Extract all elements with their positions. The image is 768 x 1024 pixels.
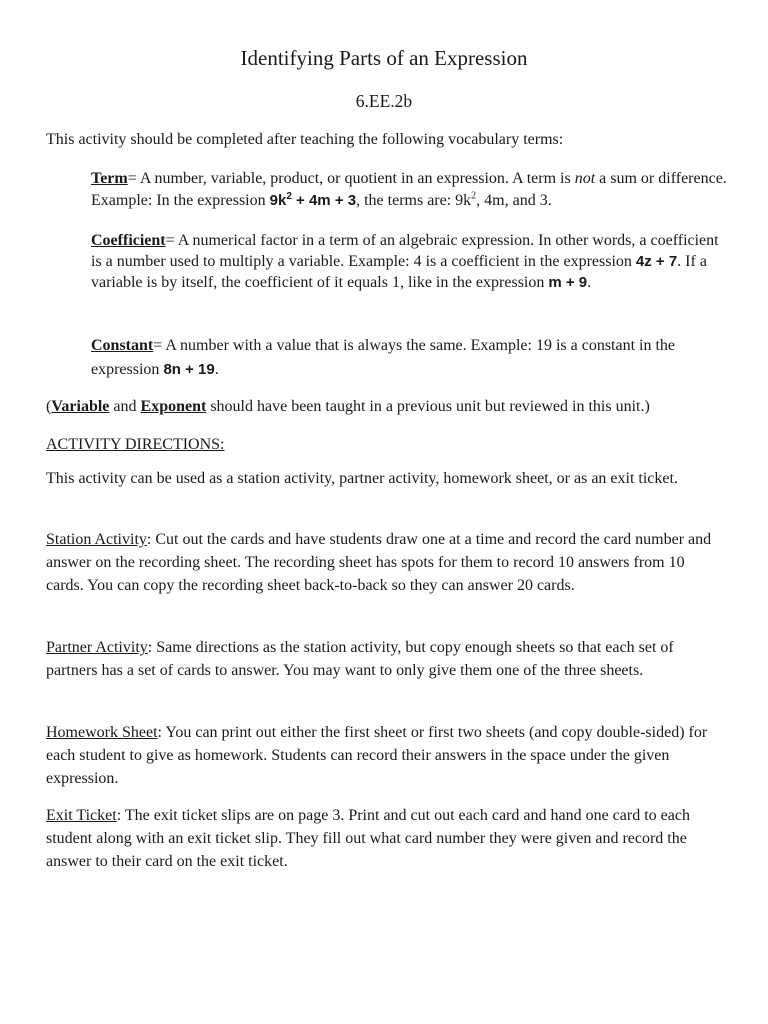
review-note	[46, 395, 726, 418]
variable-term: Variable	[51, 398, 110, 415]
constant-label: Constant	[91, 337, 154, 354]
partner-activity-label: Partner Activity	[46, 639, 148, 656]
expression-part: 9k	[269, 192, 287, 209]
definition-text: .	[587, 274, 592, 291]
expression-part: + 4m + 3	[291, 192, 357, 209]
coefficient-definition	[91, 230, 731, 293]
exit-ticket-text: : The exit ticket slips are on page 3. Print and cut out each card and hand one card to each student along with an exit ticket slip. They fill out what card number they were given and record the answer to their card on the exit ticket.	[46, 807, 690, 870]
definition-text: A number with a value that is always the same. Example: 19 is a constant in the expression	[91, 337, 676, 378]
partner-activity-paragraph	[46, 636, 726, 682]
exit-ticket-label: Exit Ticket	[46, 807, 117, 824]
directions-heading	[46, 433, 726, 456]
expression	[270, 192, 356, 209]
term-definition	[91, 168, 731, 212]
emphasis: not	[574, 170, 596, 187]
station-activity-paragraph	[46, 528, 726, 597]
separator: =	[153, 337, 166, 354]
intro-paragraph: This activity should be completed after teaching the following vocabulary terms:	[46, 131, 564, 148]
note-text: should have been taught in a previous unit but reviewed in this unit.)	[206, 398, 650, 415]
definition-text: A numerical factor in a term of an algebraic expression. In other words, a coefficient is a number used to multiply a variable. Example: 4 is a coefficient in the expression	[91, 232, 719, 270]
paren: (	[46, 398, 52, 415]
exponent: 2	[471, 190, 477, 202]
definition-text: a sum or difference. Example: In the expression	[91, 170, 727, 209]
homework-sheet-label: Homework Sheet	[46, 724, 158, 741]
homework-sheet-paragraph	[46, 721, 726, 790]
definition-text: , the terms are: 9k	[356, 192, 472, 209]
definition-text: . If a variable is by itself, the coefficient of it equals 1, like in the expression	[91, 253, 707, 291]
exponent: 2	[286, 191, 292, 202]
definition-text: , 4m, and 3.	[476, 192, 552, 209]
expression: 8n + 19	[163, 361, 215, 378]
directions-intro: This activity can be used as a station activity, partner activity, homework sheet, or as an exit ticket.	[46, 470, 678, 487]
station-activity-label: Station Activity	[46, 531, 147, 548]
partner-activity-text: : Same directions as the station activity, but copy enough sheets so that each set of partners has a set of cards to answer. You may want to only give them one of the three sheets.	[46, 639, 674, 679]
homework-sheet-text: : You can print out either the first sheet or first two sheets (and copy double-sided) for each student to give as homework. Students can record their answers in the space under the given expression.	[46, 724, 708, 787]
exponent-term: Exponent	[140, 398, 207, 415]
definition-text: .	[214, 361, 219, 378]
separator: =	[127, 170, 140, 187]
page-title: Identifying Parts of an Expression	[240, 46, 528, 70]
station-activity-text: : Cut out the cards and have students draw one at a time and record the card number and answer on the recording sheet. The recording sheet has spots for them to record 10 answers from 10 cards. You can copy the recording sheet back-to-back so they can answer 20 cards.	[46, 531, 712, 594]
directions-heading-text: ACTIVITY DIRECTIONS:	[46, 436, 225, 453]
exit-ticket-paragraph	[46, 804, 726, 873]
constant-definition	[91, 334, 731, 382]
expression: m + 9	[548, 274, 588, 291]
definition-text: A number, variable, product, or quotient in an expression. A term is	[139, 170, 575, 187]
term-label: Term	[91, 170, 128, 187]
expression: 4z + 7	[635, 253, 678, 270]
separator: =	[165, 232, 178, 249]
coefficient-label: Coefficient	[91, 232, 166, 249]
connector-text: and	[109, 398, 141, 415]
standard-code: 6.EE.2b	[355, 91, 413, 111]
